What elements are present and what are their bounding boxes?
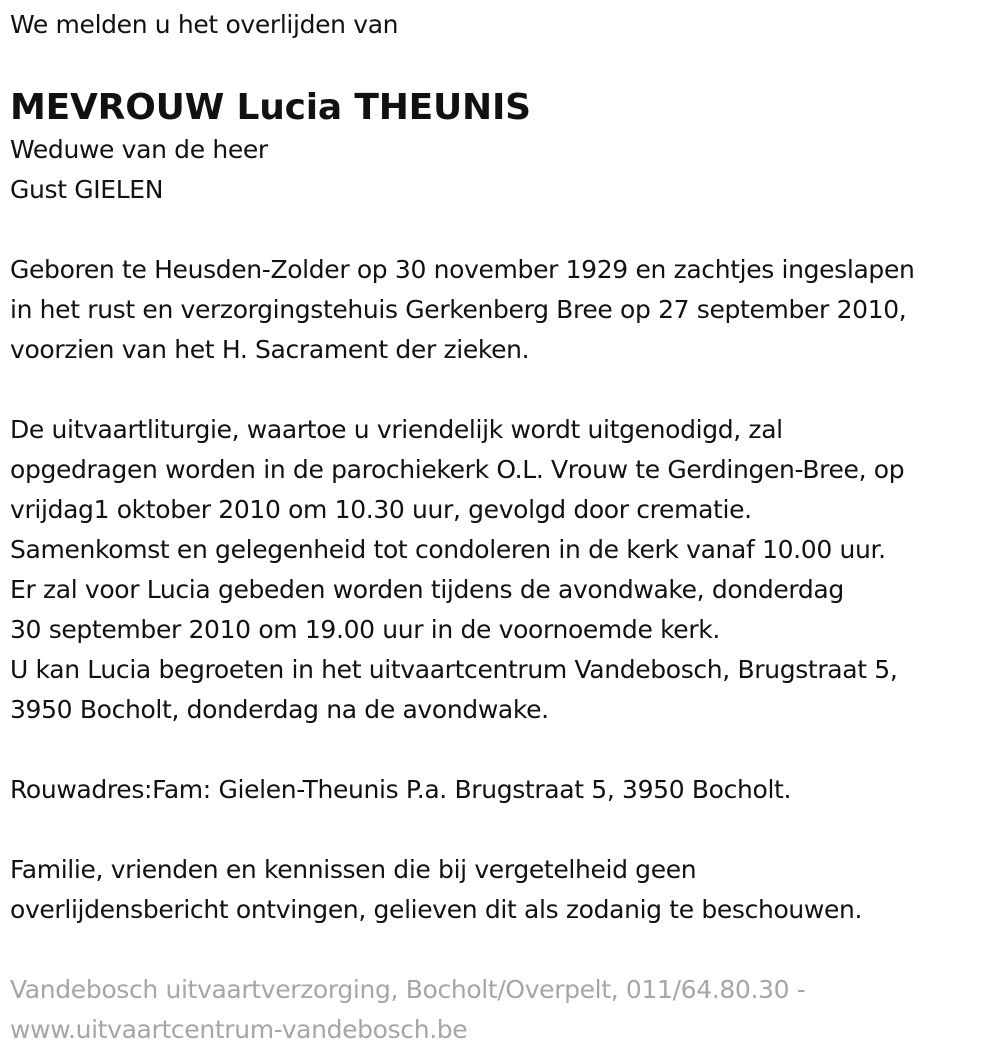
ceremony-line: vrijdag1 oktober 2010 om 10.30 uur, gevolgd door crematie.: [10, 495, 752, 524]
family-note-line: Familie, vrienden en kennissen die bij vergetelheid geen: [10, 855, 697, 884]
spouse-line: Weduwe van de heer: [10, 135, 268, 164]
obituary-notice: [10, 0, 995, 1050]
birth-death-line: voorzien van het H. Sacrament der zieken.: [10, 335, 530, 364]
funeral-home-website: www.uitvaartcentrum-vandebosch.be: [10, 1015, 468, 1044]
birth-death-block: [10, 250, 995, 370]
mourning-address: Rouwadres:Fam: Gielen-Theunis P.a. Brugstraat 5, 3950 Bocholt.: [10, 775, 792, 804]
spouse-block: [10, 130, 995, 210]
birth-death-line: in het rust en verzorgingstehuis Gerkenberg Bree op 27 september 2010,: [10, 295, 907, 324]
ceremony-block: [10, 410, 995, 730]
spouse-name: Gust GIELEN: [10, 175, 164, 204]
family-note-line: overlijdensbericht ontvingen, gelieven dit als zodanig te beschouwen.: [10, 895, 863, 924]
deceased-name: MEVROUW Lucia THEUNIS: [10, 87, 531, 128]
funeral-home-contact: Vandebosch uitvaartverzorging, Bocholt/Overpelt, 011/64.80.30 -: [10, 975, 806, 1004]
mourning-address-block: [10, 770, 995, 810]
family-note-block: [10, 850, 995, 930]
funeral-home-footer: [10, 970, 995, 1050]
ceremony-line: 30 september 2010 om 19.00 uur in de voornoemde kerk.: [10, 615, 720, 644]
ceremony-line: De uitvaartliturgie, waartoe u vriendelijk wordt uitgenodigd, zal: [10, 415, 783, 444]
intro-text: We melden u het overlijden van: [10, 10, 399, 39]
ceremony-line: Samenkomst en gelegenheid tot condoleren in de kerk vanaf 10.00 uur.: [10, 535, 886, 564]
ceremony-line: 3950 Bocholt, donderdag na de avondwake.: [10, 695, 549, 724]
ceremony-line: Er zal voor Lucia gebeden worden tijdens de avondwake, donderdag: [10, 575, 844, 604]
ceremony-line: U kan Lucia begroeten in het uitvaartcentrum Vandebosch, Brugstraat 5,: [10, 655, 898, 684]
ceremony-line: opgedragen worden in de parochiekerk O.L. Vrouw te Gerdingen-Bree, op: [10, 455, 905, 484]
birth-death-line: Geboren te Heusden-Zolder op 30 november 1929 en zachtjes ingeslapen: [10, 255, 915, 284]
